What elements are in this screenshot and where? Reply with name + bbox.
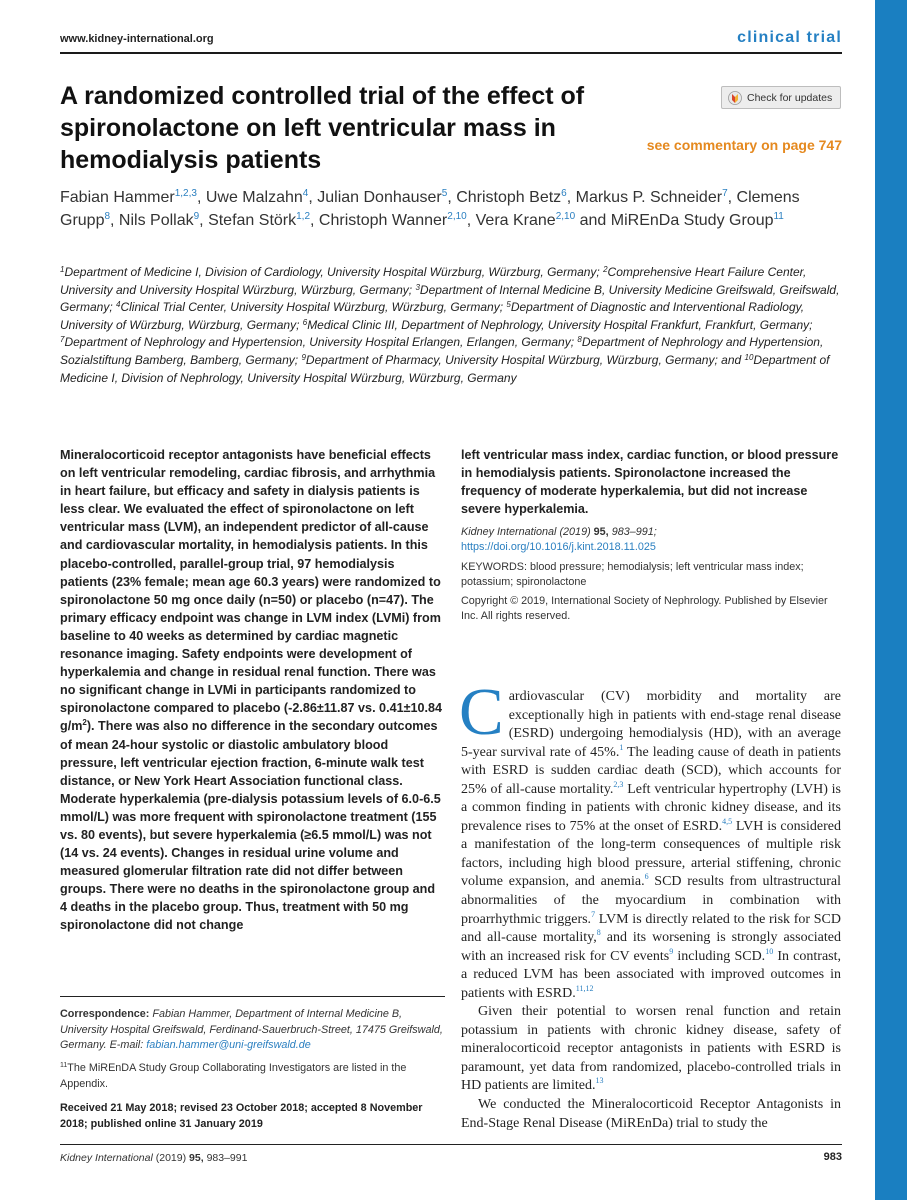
drop-cap: C — [459, 675, 504, 749]
footnote-number: 11 — [60, 1062, 68, 1069]
author-name[interactable]: Markus P. Schneider — [575, 189, 723, 206]
author-name[interactable]: MiREnDa Study Group — [610, 212, 774, 229]
page-number: 983 — [823, 1151, 842, 1163]
author-affiliation-ref[interactable]: 8 — [104, 211, 111, 222]
abstract-right-column: left ventricular mass index, cardiac function, or blood pressure in hemodialysis patients. Spironolactone increased the frequency of moderate hyperkalemia, but did not increase severe hyperkalemia. — [461, 448, 839, 517]
see-commentary-link[interactable]: see commentary on page 747 — [646, 137, 842, 153]
reference-link[interactable]: 10 — [765, 946, 774, 956]
author-affiliation-ref[interactable]: 2,10 — [447, 211, 467, 222]
affiliation-text: Clinical Trial Center, University Hospital Würzburg, Würzburg, Germany; — [120, 300, 507, 315]
affiliation-number: 7 — [60, 335, 65, 345]
body-text — [459, 675, 842, 1133]
reference-link[interactable]: 4,5 — [722, 816, 733, 826]
author-affiliation-ref[interactable]: 1,2 — [296, 211, 311, 222]
citation-year: (2019) — [559, 526, 591, 538]
abstract-left-column — [60, 446, 445, 935]
affiliations — [60, 264, 845, 387]
reference-link[interactable]: 8 — [596, 928, 601, 938]
email-link[interactable]: fabian.hammer@uni-greifswald.de — [146, 1039, 311, 1051]
author-name[interactable]: Uwe Malzahn — [205, 189, 303, 206]
author-name[interactable]: Nils Pollak — [118, 212, 194, 229]
correspondence — [60, 1007, 445, 1054]
body-paragraph: Given their potential to worsen renal function and retain potassium in patients with chronic kidney disease, safety of mineralocorticoid receptor antagonists in patients with ESRD is paramount, yet data from randomized, placebo-controlled trials in HD patients are limited.$^{13}$ — [461, 1004, 841, 1094]
section-label: clinical trial — [737, 29, 842, 46]
affiliation-text: Department of Medicine I, Division of Cardiology, University Hospital Würzburg, Würzburg, Germany; — [64, 265, 604, 279]
correspondence-text: Fabian Hammer, Department of Internal Medicine B, University Hospital Greifswald, Ferdinand-Sauerbruch-Street, 17475 Greifswald, Germany. E-mail: — [60, 1008, 443, 1051]
affiliation-number: 4 — [116, 300, 121, 310]
affiliation-number: 8 — [577, 335, 582, 345]
reference-link[interactable]: 1 — [619, 742, 624, 752]
reference-link[interactable]: 9 — [669, 946, 674, 956]
doi-link[interactable]: https://doi.org/10.1016/j.kint.2018.11.025 — [461, 541, 656, 553]
crossmark-icon — [728, 91, 742, 105]
citation — [461, 525, 846, 555]
affiliation-text: Department of Internal Medicine B, University Medicine Greifswald, Greifswald, Germany; — [60, 282, 840, 315]
author-affiliation-ref[interactable]: 7 — [722, 188, 728, 199]
body-paragraph: We conducted the Mineralocorticoid Receptor Antagonists in End-Stage Renal Disease (MiREnDa) trial to study the — [461, 1097, 841, 1131]
affiliation-text: Medical Clinic III, Department of Nephrology, University Hospital Frankfurt, Frankfurt, Germany; — [307, 317, 813, 332]
author-affiliation-ref[interactable]: 9 — [193, 211, 200, 222]
affiliation-text: Department of Diagnostic and Interventional Radiology, University of Würzburg, Würzburg, Germany; — [60, 300, 805, 332]
check-for-updates-button[interactable] — [721, 86, 841, 109]
journal-url-link[interactable]: www.kidney-international.org — [60, 33, 214, 45]
reference-link[interactable]: 11,12 — [575, 983, 594, 993]
author-affiliation-ref[interactable]: 1,2,3 — [174, 188, 197, 199]
affiliation-number: 10 — [744, 352, 754, 362]
abstract-superscript: 2 — [82, 718, 87, 728]
author-affiliation-ref[interactable]: 2,10 — [555, 211, 576, 222]
citation-pages: 983–991; — [611, 526, 657, 538]
abstract-text-part1: Mineralocorticoid receptor antagonists have beneficial effects on left ventricular remodeling, cardiac fibrosis, and arrhythmia in heart failure, but efficacy and safety in dialysis patients is less clear. We evaluated the effect of spironolactone on left ventricular mass (LVM), an independent predictor of all-cause and cardiovascular mortality, in hemodialysis patients. In this placebo-controlled, parallel-group trial, 97 hemodialysis patients (23% female; mean age 60.3 years) were randomized to spironolactone 50 mg once daily (n=50) or placebo (n=47). The primary efficacy endpoint was change in LVM index (LVMi) from baseline to 40 weeks as determined by cardiac magnetic resonance imaging. Safety endpoints were development of hyperkalemia and change in residual renal function. There was no significant change in LVMi in participants randomized to spironolactone compared to placebo (-2.86±11.87 vs. 0.41±10.84 g/m — [60, 448, 442, 734]
author-name[interactable]: Julian Donhauser — [317, 189, 442, 206]
abstract-text-part2: ). There was also no difference in the secondary outcomes of mean 24-hour systolic or diastolic ambulatory blood pressure, left ventricular ejection fraction, 6-minute walk test distance, or New York Heart Association functional class. Moderate hyperkalemia (pre-dialysis potassium levels of 6.0-6.5 mmol/L) was more frequent with spironolactone treatment (155 vs. 80 events), but severe hyperkalemia (≥6.5 mmol/L) was not (14 vs. 24 events). Changes in residual urine volume and measured glomerular filtration rate did not differ between groups. There were no deaths in the spironolactone group and 4 deaths in the placebo group. Thus, treatment with 50 mg spironolactone did not change — [60, 719, 441, 933]
affiliation-number: 9 — [301, 352, 306, 362]
footer-divider — [60, 1144, 842, 1145]
affiliation-text: Department of Medicine I, Division of Nephrology, University Hospital Würzburg, Würzburg, Germany — [60, 352, 830, 385]
header-divider — [60, 52, 842, 54]
check-for-updates-label: Check for updates — [747, 91, 833, 104]
affiliation-text: Department of Nephrology and Hypertension, University Hospital Erlangen, Erlangen, Germany; — [64, 335, 578, 350]
reference-link[interactable]: 6 — [644, 872, 649, 882]
reference-link[interactable]: 2,3 — [613, 779, 624, 789]
footer-pages: 983–991 — [206, 1152, 248, 1164]
author-name[interactable]: Fabian Hammer — [60, 189, 175, 206]
citation-journal: Kidney International — [461, 526, 557, 538]
affiliation-number: 2 — [603, 265, 608, 274]
study-group-footnote — [60, 1061, 445, 1092]
affiliation-number: 6 — [302, 317, 308, 327]
affiliation-text: Department of Nephrology and Hypertension, Sozialstiftung Bamberg, Bamberg, Germany; — [60, 335, 824, 367]
author-name[interactable]: Christoph Wanner — [318, 212, 448, 229]
affiliation-number: 3 — [415, 282, 420, 292]
author-affiliation-ref[interactable]: 4 — [302, 188, 309, 199]
reference-link[interactable]: 13 — [595, 1076, 604, 1086]
affiliation-number: 5 — [506, 300, 511, 310]
author-affiliation-ref[interactable]: 5 — [441, 188, 448, 199]
author-affiliation-ref[interactable]: 6 — [561, 188, 567, 199]
footer-volume: 95, — [189, 1152, 204, 1164]
article-title: A randomized controlled trial of the effect of spironolactone on left ventricular mass in hemodialysis patients — [60, 82, 585, 174]
author-name[interactable]: Clemens Grupp — [60, 189, 800, 229]
footnote-divider — [60, 996, 445, 997]
received-dates: Received 21 May 2018; revised 23 October 2018; accepted 8 November 2018; published online 31 January 2019 — [60, 1102, 423, 1130]
author-name[interactable]: Stefan Störk — [208, 212, 297, 229]
affiliation-text: Comprehensive Heart Failure Center, University and University Hospital Würzburg, Würzburg, Germany; — [60, 265, 807, 297]
journal-color-bar — [875, 0, 907, 1200]
footnote-text: The MiREnDA Study Group Collaborating Investigators are listed in the Appendix. — [60, 1062, 407, 1090]
keywords: KEYWORDS: blood pressure; hemodialysis; left ventricular mass index; potassium; spironolactone — [461, 561, 804, 588]
author-name[interactable]: Vera Krane — [475, 212, 556, 229]
affiliation-text: Department of Pharmacy, University Hospital Würzburg, Würzburg, Germany; and — [305, 352, 745, 367]
footer-journal: Kidney International — [60, 1152, 153, 1164]
citation-volume: 95, — [593, 526, 609, 538]
author-list: Fabian Hammer$^{1,2,3}$, Uwe Malzahn$^4$, Julian Donhauser$^5$, Christoph Betz$^6$, Markus P. Schneider$^7$, Clemens Grupp$^8$, Nils Pollak$^9$, Stefan Störk$^{1,2}$, Christoph Wanner$^{2,10}$, Vera Krane$^{2,10}$ and MiREnDa Study Group$^{11}$ — [60, 188, 800, 229]
footer-year: (2019) — [155, 1152, 187, 1164]
reference-link[interactable]: 7 — [591, 909, 596, 919]
author-name[interactable]: Christoph Betz — [456, 189, 562, 206]
affiliation-number: 1 — [60, 265, 65, 274]
copyright: Copyright © 2019, International Society of Nephrology. Published by Elsevier Inc. All rights reserved. — [461, 595, 828, 622]
footer-citation — [60, 1152, 247, 1164]
body-paragraph: Cardiovascular (CV) morbidity and mortality are exceptionally high in patients with end-stage renal disease (ESRD) undergoing hemodialysis (HD), with an average 5-year survival rate of 45%.$^1$ The leading cause of death in patients with ESRD is sudden cardiac death (SCD), which accounts for 25% of all-cause mortality.$^{2,3}$ Left ventricular hypertrophy (LVH) is a common finding in patients with chronic kidney disease, and its prevalence rises to 75% at the onset of ESRD.$^{4,5}$ LVH is considered a manifestation of the long-term consequences of multiple risk factors, including high blood pressure, arterial stiffening, chronic volume expansion, and anemia.$^6$ SCD results from ultrastructural abnormalities of the myocardium in combination with proarrhythmic triggers.$^7$ LVM is directly related to the risk for SCD and all-cause mortality,$^8$ and its worsening is strongly associated with an increased risk for CV events$^9$ including SCD.$^{10}$ In contrast, a reduced LVM has been associated with improved outcomes in patients with ESRD.$^{11,12}$ — [459, 675, 842, 1001]
correspondence-label: Correspondence: — [60, 1008, 150, 1020]
author-affiliation-ref[interactable]: 11 — [773, 211, 784, 222]
